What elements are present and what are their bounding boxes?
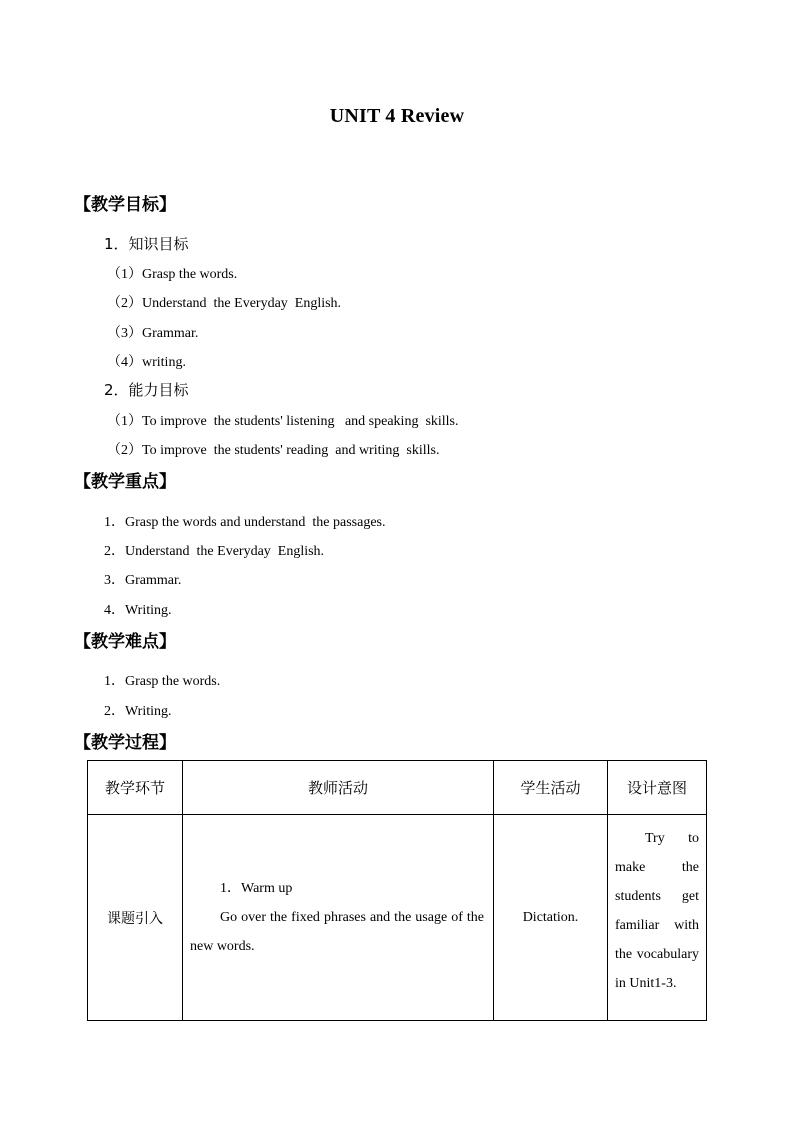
- difficulty-item: 2．Writing.: [104, 704, 172, 719]
- difficulties-heading: 【教学难点】: [74, 632, 176, 652]
- teacher-activity-cell: [183, 815, 494, 1021]
- column-header: 设计意图: [608, 761, 707, 815]
- ability-item: （2）To improve the students' reading and writing skills.: [107, 443, 440, 458]
- ability-heading: 2．能力目标: [104, 381, 189, 399]
- stage-cell: 课题引入: [88, 815, 183, 1021]
- key-point-item: 3．Grammar.: [104, 573, 182, 588]
- knowledge-heading: 1．知识目标: [104, 235, 189, 253]
- teacher-step: 1．Warm up: [220, 881, 293, 896]
- student-activity-cell: Dictation.: [494, 815, 608, 1021]
- key-point-item: 2．Understand the Everyday English.: [104, 544, 325, 559]
- key-point-item: 1．Grasp the words and understand the passages.: [104, 515, 386, 530]
- knowledge-item: （3）Grammar.: [107, 326, 199, 341]
- design-intent-text: Try to make the students get familiar with the vocabulary in Unit1-3.: [615, 831, 699, 991]
- table-header-row: [88, 761, 707, 815]
- process-heading: 【教学过程】: [74, 733, 176, 753]
- objectives-heading: 【教学目标】: [74, 195, 176, 215]
- process-table: [87, 760, 707, 1021]
- key-points-heading: 【教学重点】: [74, 472, 176, 492]
- column-header: 学生活动: [494, 761, 608, 815]
- page-title: UNIT 4 Review: [329, 105, 465, 127]
- column-header: 教学环节: [88, 761, 183, 815]
- design-intent-cell: [608, 815, 707, 1021]
- ability-item: （1）To improve the students' listening and speaking skills.: [107, 414, 459, 429]
- key-point-item: 4．Writing.: [104, 603, 172, 618]
- column-header: 教师活动: [183, 761, 494, 815]
- difficulty-item: 1．Grasp the words.: [104, 674, 221, 689]
- knowledge-item: （4）writing.: [107, 355, 186, 370]
- knowledge-item: （1）Grasp the words.: [107, 267, 238, 282]
- knowledge-item: （2）Understand the Everyday English.: [107, 296, 342, 311]
- table-row: [88, 815, 707, 1021]
- teacher-text: Go over the fixed phrases and the usage of the new words.: [190, 910, 484, 954]
